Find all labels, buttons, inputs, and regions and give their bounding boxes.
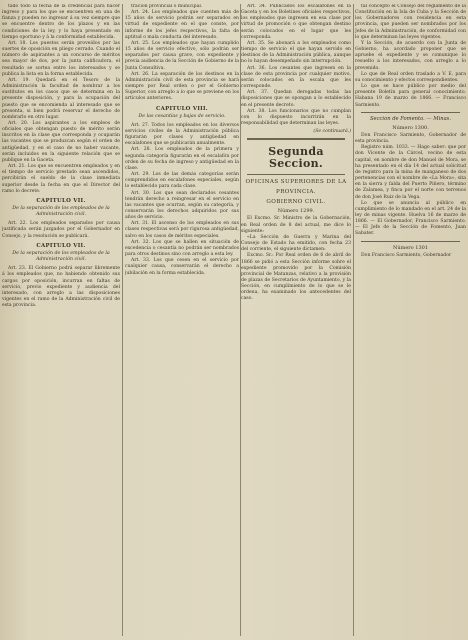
paragraph: Art. 35. Se abonará a los empleados como tiempo de servicio el que hayan servido en destinos de la Administración pública, aunque no lo hayan desempeñado sin interrupción. — [241, 40, 351, 65]
paragraph: Art. 29. Los de las demás categorías serán comprendidos en escalafones especiales, según lo establecido para cada clase. — [125, 172, 239, 190]
chapter-subheading: De la separación de los empleados de la Administración civil. — [12, 250, 110, 263]
paragraph: Art. 32. Los que se hallen en situación de excedencia o cesantía no podrán ser nombrados para otros destinos sino con arreglo a esta ley. — [125, 239, 239, 258]
paragraph: Art. 36. Los cesantes que ingresen en la clase de esta provincia por cualquier motivo, serán colocados en la escala que les corresponde. — [241, 65, 351, 90]
paragraph: Art. 20. Los aspirantes a los empleos de oficiales que obtengan puesto de mérito serán inscritos en la clase que corresponda y ocuparán las vacantes que se produzcan según el orden de antigüedad, y en el caso de no haber vacante, serán incluidos en la siguiente relación que se publique en la Gaceta. — [2, 120, 120, 163]
paragraph: Y la Sección, de acuerdo con la Junta de Gobierno, ha acordado proponer que se apruebe el expediente y se comunique lo resuelto a los interesados, con arreglo a lo prevenido. — [355, 40, 466, 71]
continuation-note: (Se continuará.) — [313, 129, 351, 135]
paragraph: Art. 37. Quedan derogadas todas las disposiciones que se opongan a lo establecido en el presente decreto. — [241, 90, 351, 108]
chapter-heading: CAPITULO VII. — [36, 242, 86, 249]
section-rule — [361, 241, 460, 242]
paragraph: Art. 25. Los empleados que hayan cumplido 15 años de servicio efectivo, sólo podrán ser separados por causa grave, con expediente y previa audiencia de la Sección de Gobierno de la Junta Consultiva. — [125, 40, 239, 71]
column-divider — [122, 4, 123, 636]
paragraph: El Excmo. Sr. Ministro de la Gobernación, en Real orden de 8 del actual, me dice lo siguiente: — [241, 216, 351, 234]
paragraph: Art. 31. El ascenso de los empleados en sus clases respectivas será por rigurosa antigüedad, salvo en los casos de méritos especiales. — [125, 221, 239, 239]
section-heading: Seccion de Fomento. — Minas. — [370, 115, 451, 122]
chapter-subheading: De las cesantías y bajas de servicio. — [138, 113, 226, 119]
paragraph: Art. 28. Los empleados de la primera y segunda categoría figurarán en el escalafón por orden de su fecha de ingreso y antigüedad en la clase. — [125, 147, 239, 171]
office-heading: OFICINAS SUPERIORES DE LA — [245, 179, 347, 186]
chapter-subheading: De la separación de los empleados de la Administración civil. — [12, 206, 110, 218]
notice-number: Número 1301 — [392, 244, 428, 251]
paragraph: Lo que de Real orden traslado a V. E. para su conocimiento y efectos correspondientes. — [355, 71, 466, 83]
column-divider — [353, 4, 354, 636]
paragraph: Art. 26. La separación de los destinos en la Administración civil de esta provincia se hará siempre por Real orden o por el Gobierno Superior, con arreglo a lo que se previene en los artículos anteriores. — [125, 71, 239, 102]
paragraph: Excmo. Sr.: Por Real orden de 6 de abril de 1866 se pidió a esta Sección informe sobre el expediente promovido por la Comisión provincial de Matanzas, relativo a la provisión de plazas de Secretarios de Ayuntamiento, y la Sección, en cumplimiento de lo que se le ordena, ha examinado los antecedentes del caso. — [241, 253, 351, 302]
section-title: Segunda Seccion. — [268, 145, 324, 171]
text-column-4 — [355, 4, 466, 636]
notice-number: Número 1300. — [392, 124, 429, 131]
section-rule — [247, 138, 345, 140]
paragraph: Lo que se hace público por medio del presente Boletín para general conocimiento. Habana 19 de marzo de 1866. — Francisco Sarmiento. — [355, 84, 466, 108]
section-rule — [361, 112, 460, 113]
section-rule — [247, 174, 345, 175]
paragraph: Registro núm. 1033. — Hago saber: que por don Vicente de la Cárcel, vecino de esta capital, en nombre de don Manuel de Mora, se ha presentado en el día 14 del actual solicitud de registro para la mina de manganeso de dos pertenencias con el nombre de «La Mora», sita en la sierra y falda del Puerto Piñero, término de Zalamea, y finca por el norte con terrenos de don José Ruiz de la Vega. — [355, 145, 466, 200]
paragraph: Art. 24. Los empleados que cuenten más de 15 años de servicio podrán ser separados en virtud de expediente en el que conste, por informe de los jefes respectivos, la falta de aptitud o mala conducta del interesado. — [125, 10, 239, 40]
paragraph: «La Sección de Guerra y Marina del Consejo de Estado ha emitido, con fecha 23 del corriente, el siguiente dictamen: — [241, 234, 351, 253]
paragraph: Art. 30. Los que sean declarados cesantes tendrán derecho a reingresar en el servicio en las vacantes que ocurran, según su categoría, y conservarán los derechos adquiridos por sus años de servicio. — [125, 190, 239, 221]
paragraph: Art. 18. Los puestos serán proveídos por las suertes de oposición en pliego cerrado. Cuando el número de aspirantes a un concurso de méritos sea mayor de dos, por la junta calificadora, el resultado se sortea entre los interesados y se publica la lista en la forma establecida. — [2, 40, 120, 77]
paragraph: Don Francisco Sarmiento, Gobernador de esta provincia. — [355, 132, 466, 145]
paragraph: Art. 38. Los funcionarios que no cumplan con lo dispuesto incurrirán en la responsabilidad que determinan las leyes. — [241, 108, 351, 126]
paragraph: Art. 34. Publicados los escalafones en la Gaceta y en los Boletines oficiales respectivos, los empleados que ingresen en esa clase por virtud de promoción o que obtengan destino serán colocados en el lugar que les corresponda. — [241, 4, 351, 40]
paragraph: tración provincial ó municipal. — [131, 4, 203, 9]
office-heading: GOBIERNO CIVIL. — [266, 199, 326, 206]
chapter-heading: CAPITULO VIII. — [156, 105, 208, 112]
notice-number: Número 1299. — [277, 208, 315, 215]
paragraph: Art. 19. Quedará en el Tesoro de la Administración la facultad de nombrar a los sustitutos en los casos que se determina en la presente disposición, y para la ocupación del puesto que se encomienda al interesado que se presenta, si bien podrá reservar el derecho de nombrarlo en otro lugar. — [2, 77, 120, 120]
chapter-heading: CAPITULO VII. — [36, 197, 86, 204]
paragraph: Don Francisco Sarmiento, Gobernador — [361, 252, 452, 258]
text-column-3 — [241, 4, 351, 636]
paragraph: Art. 27. Todos los empleados en los diversos servicios civiles de la Administración pública figurarán por clases y antigüedad en escalafones que se publicarán anualmente. — [125, 122, 239, 147]
office-heading: PROVINCIA. — [276, 189, 316, 196]
text-column-1 — [2, 4, 120, 636]
paragraph: tal concepto el Consejo del reglamento de la Constitución en la Isla de Cuba y la Sección de los Gobernadores con residencia en esta provincia, que pueden ser nombrados por los Jefes de la Administración, de conformidad con lo que determinan las leyes vigentes. — [355, 4, 466, 40]
paragraph: Lo que se anuncia al público en cumplimiento de lo mandado en el art. 24 de la ley de minas vigente. Huelva 16 de marzo de 1866. — El Gobernador, Francisco Sarmiento. — El Jefe de la Sección de Fomento, Juan Sabater. — [355, 200, 466, 237]
paragraph: Art. 21. Los que se encuentren empleados y en el tiempo de servicio prestado sean ascendidos, percibirán el sueldo de la clase inmediata superior desde la fecha en que el Director del ramo lo decrete. — [2, 164, 120, 194]
paragraph: Art. 22. Los empleados separados por causa justificada serán juzgados por el Gobernador en Consejo, y la resolución se publicará. — [2, 221, 120, 239]
text-column-2 — [125, 4, 239, 636]
paragraph: Art. 23. El Gobierno podrá separar libremente á los empleados que, no habiendo obtenido sus cargos por oposición, incurran en faltas de servicio, previo expediente y audiencia del interesado, con arreglo a las disposiciones vigentes en el ramo de la Administración civil de esta provincia. — [2, 266, 120, 309]
paragraph: tado todo la fecha de la credencial para hacer ingreso y para los que se encuentren en una de fianza y pueden no ingresar á su vez siempre que se encuentre dentro de los plazos y en las condiciones de la ley, y lo haya presentado en tiempo oportuno y á la conformidad establecida. — [2, 4, 120, 40]
paragraph: Art. 33. Los que cesen en el servicio por cualquier causa, conservarán el derecho a jubilación en la forma establecida. — [125, 258, 239, 276]
